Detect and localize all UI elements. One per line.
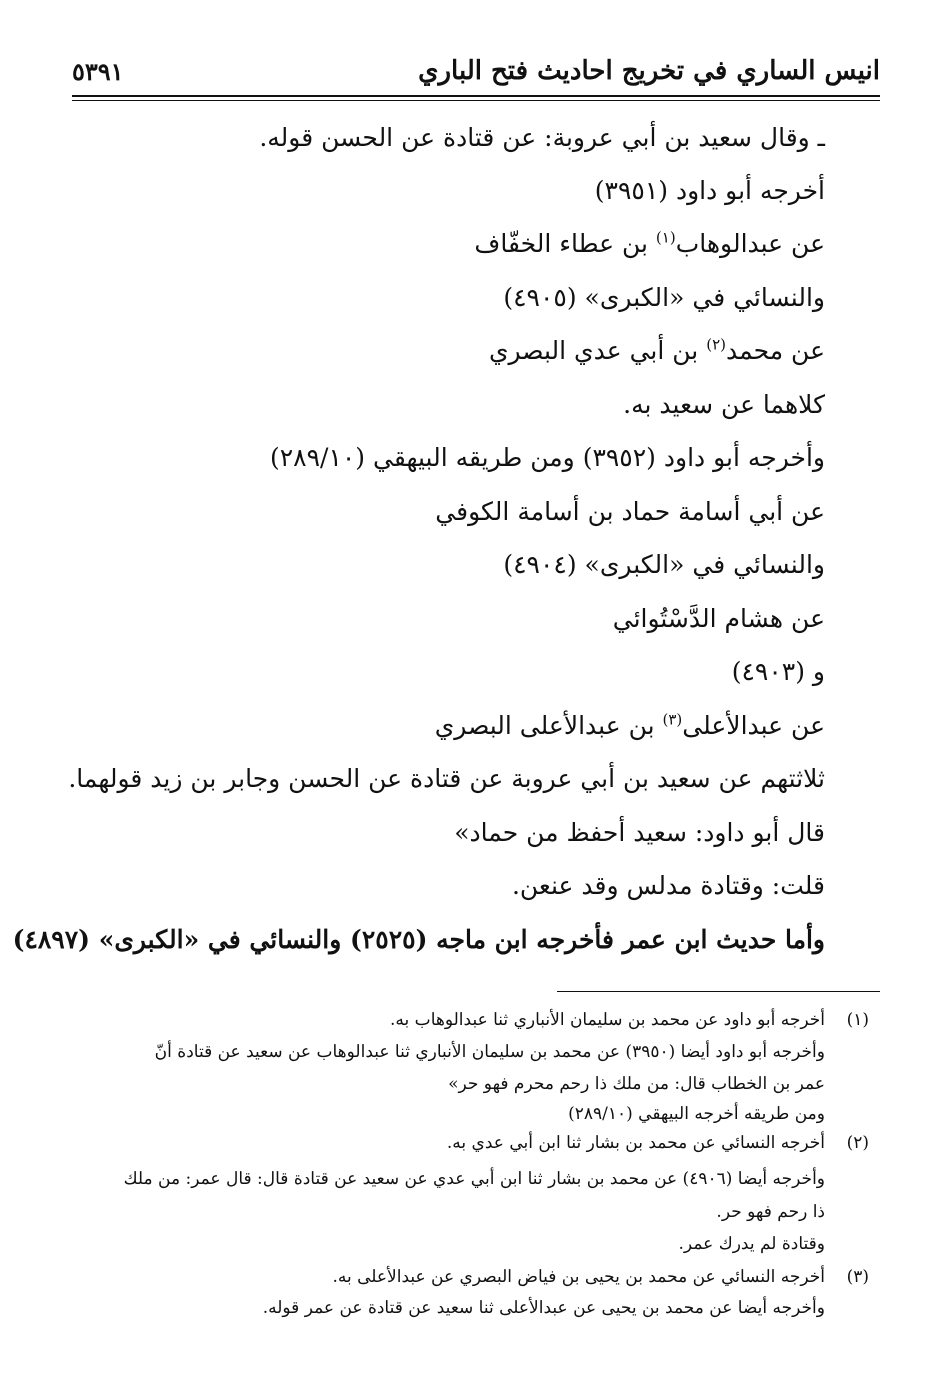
- footnote-line: أخرجه النسائي عن محمد بن يحيى بن فياض البصري عن عبدالأعلى به.: [332, 1267, 825, 1287]
- footnote-number: (١): [846, 1010, 869, 1030]
- footnote-number: (٣): [846, 1267, 869, 1287]
- body-line: قال أبو داود: سعيد أحفظ من حماد»: [454, 818, 825, 847]
- section-heading-line: وأما حديث ابن عمر فأخرجه ابن ماجه (٢٥٢٥) والنسائي في «الكبرى» (٤٨٩٧): [12, 925, 825, 954]
- body-line: عن هشام الدَّسْتُوائي: [612, 604, 825, 633]
- footnote-separator: [557, 991, 880, 992]
- body-line: والنسائي في «الكبرى» (٤٩٠٥): [503, 283, 825, 312]
- body-line: [489, 334, 825, 368]
- text: عن محمد: [726, 336, 825, 365]
- body-line: أخرجه أبو داود (٣٩٥١): [594, 176, 825, 205]
- body-line: ـ وقال سعيد بن أبي عروبة: عن قتادة عن الحسن قوله.: [259, 123, 825, 152]
- body-line: [435, 709, 825, 743]
- text: عن عبدالأعلى: [682, 711, 825, 740]
- body-line: والنسائي في «الكبرى» (٤٩٠٤): [503, 550, 825, 579]
- footnote-marker: (٣): [662, 710, 683, 729]
- footnote-line: عمر بن الخطاب قال: من ملك ذا رحم محرم فهو حر»: [448, 1074, 825, 1094]
- header-rule: [72, 95, 880, 97]
- body-line: ثلاثتهم عن سعيد بن أبي عروبة عن قتادة عن الحسن وجابر بن زيد قولهما.: [68, 764, 825, 793]
- footnote-line: ومن طريقه أخرجه البيهقي (٢٨٩/١٠): [568, 1104, 825, 1124]
- body-line: قلت: وقتادة مدلس وقد عنعن.: [511, 871, 825, 900]
- footnote-number: (٢): [846, 1133, 869, 1153]
- body-line: وأخرجه أبو داود (٣٩٥٢) ومن طريقه البيهقي (٢٨٩/١٠): [269, 443, 825, 472]
- footnote-line: ذا رحم فهو حر.: [716, 1202, 825, 1222]
- page-number: ٥٣٩١: [72, 56, 124, 86]
- running-header: [72, 50, 880, 92]
- body-line: عن أبي أسامة حماد بن أسامة الكوفي: [435, 497, 825, 526]
- footnote-line: وأخرجه أبو داود أيضا (٣٩٥٠) عن محمد بن سليمان الأنباري ثنا عبدالوهاب عن سعيد عن قتادة أنّ: [154, 1042, 825, 1062]
- footnote-marker: (١): [655, 228, 676, 247]
- header-rule-thin: [72, 100, 880, 101]
- body-line: و (٤٩٠٣): [731, 657, 825, 686]
- footnote-line: أخرجه النسائي عن محمد بن بشار ثنا ابن أبي عدي به.: [446, 1133, 825, 1153]
- footnote-line: أخرجه أبو داود عن محمد بن سليمان الأنباري ثنا عبدالوهاب به.: [390, 1010, 825, 1030]
- text: عن عبدالوهاب: [675, 229, 825, 258]
- body-line: [474, 227, 825, 261]
- book-title: انيس الساري في تخريج احاديث فتح الباري: [418, 56, 880, 86]
- footnote-line: وأخرجه أيضا عن محمد بن يحيى عن عبدالأعلى ثنا سعيد عن قتادة عن عمر قوله.: [262, 1298, 825, 1318]
- footnote-line: وأخرجه أيضا (٤٩٠٦) عن محمد بن بشار ثنا ابن أبي عدي عن سعيد عن قتادة قال: قال عمر: من ملك: [123, 1169, 825, 1189]
- text: بن أبي عدي البصري: [488, 336, 707, 365]
- footnote-line: وقتادة لم يدرك عمر.: [678, 1234, 825, 1254]
- text: بن عبدالأعلى البصري: [434, 711, 663, 740]
- text: بن عطاء الخفّاف: [474, 229, 656, 258]
- body-line: كلاهما عن سعيد به.: [623, 390, 825, 419]
- footnote-marker: (٢): [706, 335, 726, 354]
